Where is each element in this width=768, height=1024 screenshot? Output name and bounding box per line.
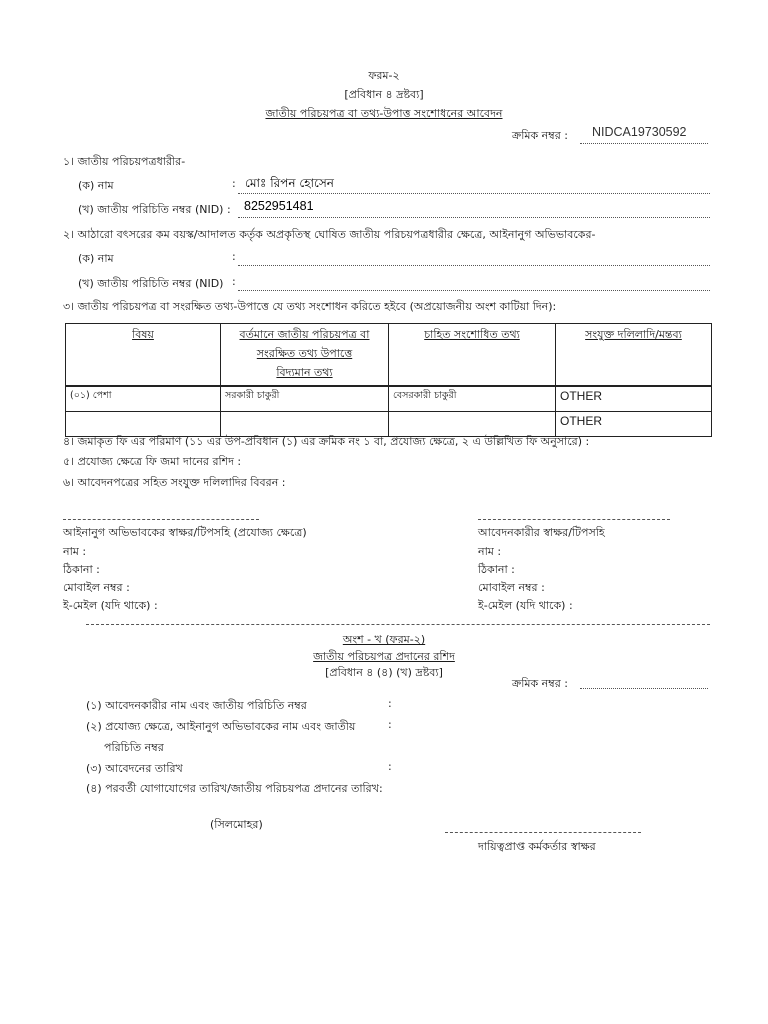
guardian-name-field: নাম :: [63, 545, 87, 558]
column-header-requested: চাহিত সংশোধিত তথ্য: [389, 324, 556, 387]
column-header-subject: বিষয়: [66, 324, 221, 387]
form-number: ফরম-২: [368, 69, 400, 82]
holder-name-colon: :: [232, 177, 236, 190]
holder-name-line: [238, 193, 710, 194]
section4-fee: ৪। জমাকৃত ফি এর পরিমাণ (১১ এর উপ-প্রবিধান (১) এর ক্রমিক নং ১ বা, প্রযোজ্য ক্ষেত্রে, ২ এ উল্লিখিত ফি অনুসারে) :: [63, 435, 590, 448]
receipt-item-1-colon: :: [388, 697, 392, 710]
serial-dotted-line: [580, 143, 708, 144]
receipt-item-1: (১) আবেদনকারীর নাম এবং জাতীয় পরিচিতি নম্বর: [86, 699, 307, 712]
section2-heading: ২। আঠারো বৎসরের কম বয়স্ক/আদালত কর্তৃক অপ্রকৃতিস্থ ঘোষিত জাতীয় পরিচয়পত্রধারীর ক্ষেত্রে, আইনানুগ অভিভাবকের-: [63, 228, 596, 241]
amendment-table: [65, 323, 712, 437]
receipt-item-3: (৩) আবেদনের তারিখ: [86, 762, 183, 775]
guardian-name-line[interactable]: [238, 265, 710, 266]
cell-requested[interactable]: বেসরকারী চাকুরী: [389, 386, 556, 412]
receipt-part-label: অংশ - খ (ফরম-২): [342, 633, 426, 646]
receipt-item-3-colon: :: [388, 760, 392, 773]
holder-name-label: (ক) নাম: [78, 179, 114, 192]
receipt-item-4: (৪) পরবর্তী যোগাযোগের তারিখ/জাতীয় পরিচয়পত্র প্রদানের তারিখ:: [86, 782, 383, 795]
table-row: [66, 386, 712, 412]
guardian-signature-label: আইনানুগ অভিভাবকের স্বাক্ষর/টিপসহি (প্রযোজ্য ক্ষেত্রে): [63, 526, 307, 539]
guardian-nid-colon: :: [232, 275, 236, 288]
column-header-remarks: সংযুক্ত দলিলাদি/মন্তব্য: [556, 324, 712, 387]
guardian-name-colon: :: [232, 250, 236, 263]
cell-remarks[interactable]: OTHER: [556, 412, 712, 437]
guardian-mobile-field: মোবাইল নম্বর :: [63, 581, 130, 594]
receipt-item-2: (২) প্রযোজ্য ক্ষেত্রে, আইনানুগ অভিভাবকের নাম এবং জাতীয়: [86, 720, 356, 733]
holder-nid-line: [238, 217, 710, 218]
section5-receipt: ৫। প্রযোজ্য ক্ষেত্রে ফি জমা দানের রশিদ :: [63, 455, 242, 468]
guardian-email-field: ই-মেইল (যদি থাকে) :: [63, 599, 158, 612]
section6-attachments: ৬। আবেদনপত্রের সহিত সংযুক্ত দলিলাদির বিবরন :: [63, 476, 286, 489]
receipt-serial-label: ক্রমিক নম্বর :: [512, 677, 568, 690]
section1-heading: ১। জাতীয় পরিচয়পত্রধারীর-: [63, 155, 186, 168]
officer-signature-label: দায়িত্বপ্রাপ্ত কর্মকর্তার স্বাক্ষর: [478, 840, 596, 853]
holder-nid-value[interactable]: 8252951481: [244, 199, 314, 213]
applicant-signature-line[interactable]: [478, 519, 670, 520]
cut-line-divider: [86, 624, 710, 625]
receipt-title: জাতীয় পরিচয়পত্র প্রদানের রশিদ: [313, 650, 455, 663]
applicant-email-field: ই-মেইল (যদি থাকে) :: [478, 599, 573, 612]
guardian-name-label: (ক) নাম: [78, 252, 114, 265]
rule-reference: [প্রবিধান ৪ দ্রষ্টব্য]: [344, 88, 424, 101]
serial-number-value: NIDCA19730592: [592, 125, 687, 139]
applicant-mobile-field: মোবাইল নম্বর :: [478, 581, 545, 594]
table-header-row: [66, 324, 712, 387]
holder-name-value[interactable]: মোঃ রিপন হোসেন: [245, 176, 334, 190]
receipt-serial-line[interactable]: [580, 688, 708, 689]
column-header-current: বর্তমানে জাতীয় পরিচয়পত্র বা সংরক্ষিত তথ্য উপাত্তে বিদ্যমান তথ্য: [221, 324, 389, 387]
officer-signature-line[interactable]: [445, 832, 641, 833]
applicant-address-field: ঠিকানা :: [478, 563, 515, 576]
cell-subject[interactable]: (০১) পেশা: [66, 386, 221, 412]
guardian-address-field: ঠিকানা :: [63, 563, 100, 576]
section3-heading: ৩। জাতীয় পরিচয়পত্র বা সংরক্ষিত তথ্য-উপাত্তে যে তথ্য সংশোধন করিতে হইবে (অপ্রয়োজনীয় অংশ কাটিয়া দিন):: [63, 300, 557, 313]
applicant-name-field: নাম :: [478, 545, 502, 558]
form-title: জাতীয় পরিচয়পত্র বা তথ্য-উপাত্ত সংশোধনের আবেদন: [265, 107, 503, 120]
seal-label: (সিলমোহর): [210, 818, 263, 831]
receipt-item-2-cont: পরিচিতি নম্বর: [104, 741, 164, 754]
cell-remarks[interactable]: OTHER: [556, 386, 712, 412]
receipt-rule-reference: [প্রবিধান ৪ (৪) (খ) দ্রষ্টব্য]: [325, 666, 443, 679]
cell-current[interactable]: সরকারী চাকুরী: [221, 386, 389, 412]
holder-nid-label: (খ) জাতীয় পরিচিতি নম্বর (NID) :: [78, 203, 231, 216]
guardian-nid-label: (খ) জাতীয় পরিচিতি নম্বর (NID): [78, 277, 224, 290]
applicant-signature-label: আবেদনকারীর স্বাক্ষর/টিপসহি: [478, 526, 605, 539]
receipt-item-2-colon: :: [388, 718, 392, 731]
guardian-nid-line[interactable]: [238, 290, 710, 291]
guardian-signature-line[interactable]: [63, 519, 259, 520]
serial-label: ক্রমিক নম্বর :: [512, 129, 568, 142]
